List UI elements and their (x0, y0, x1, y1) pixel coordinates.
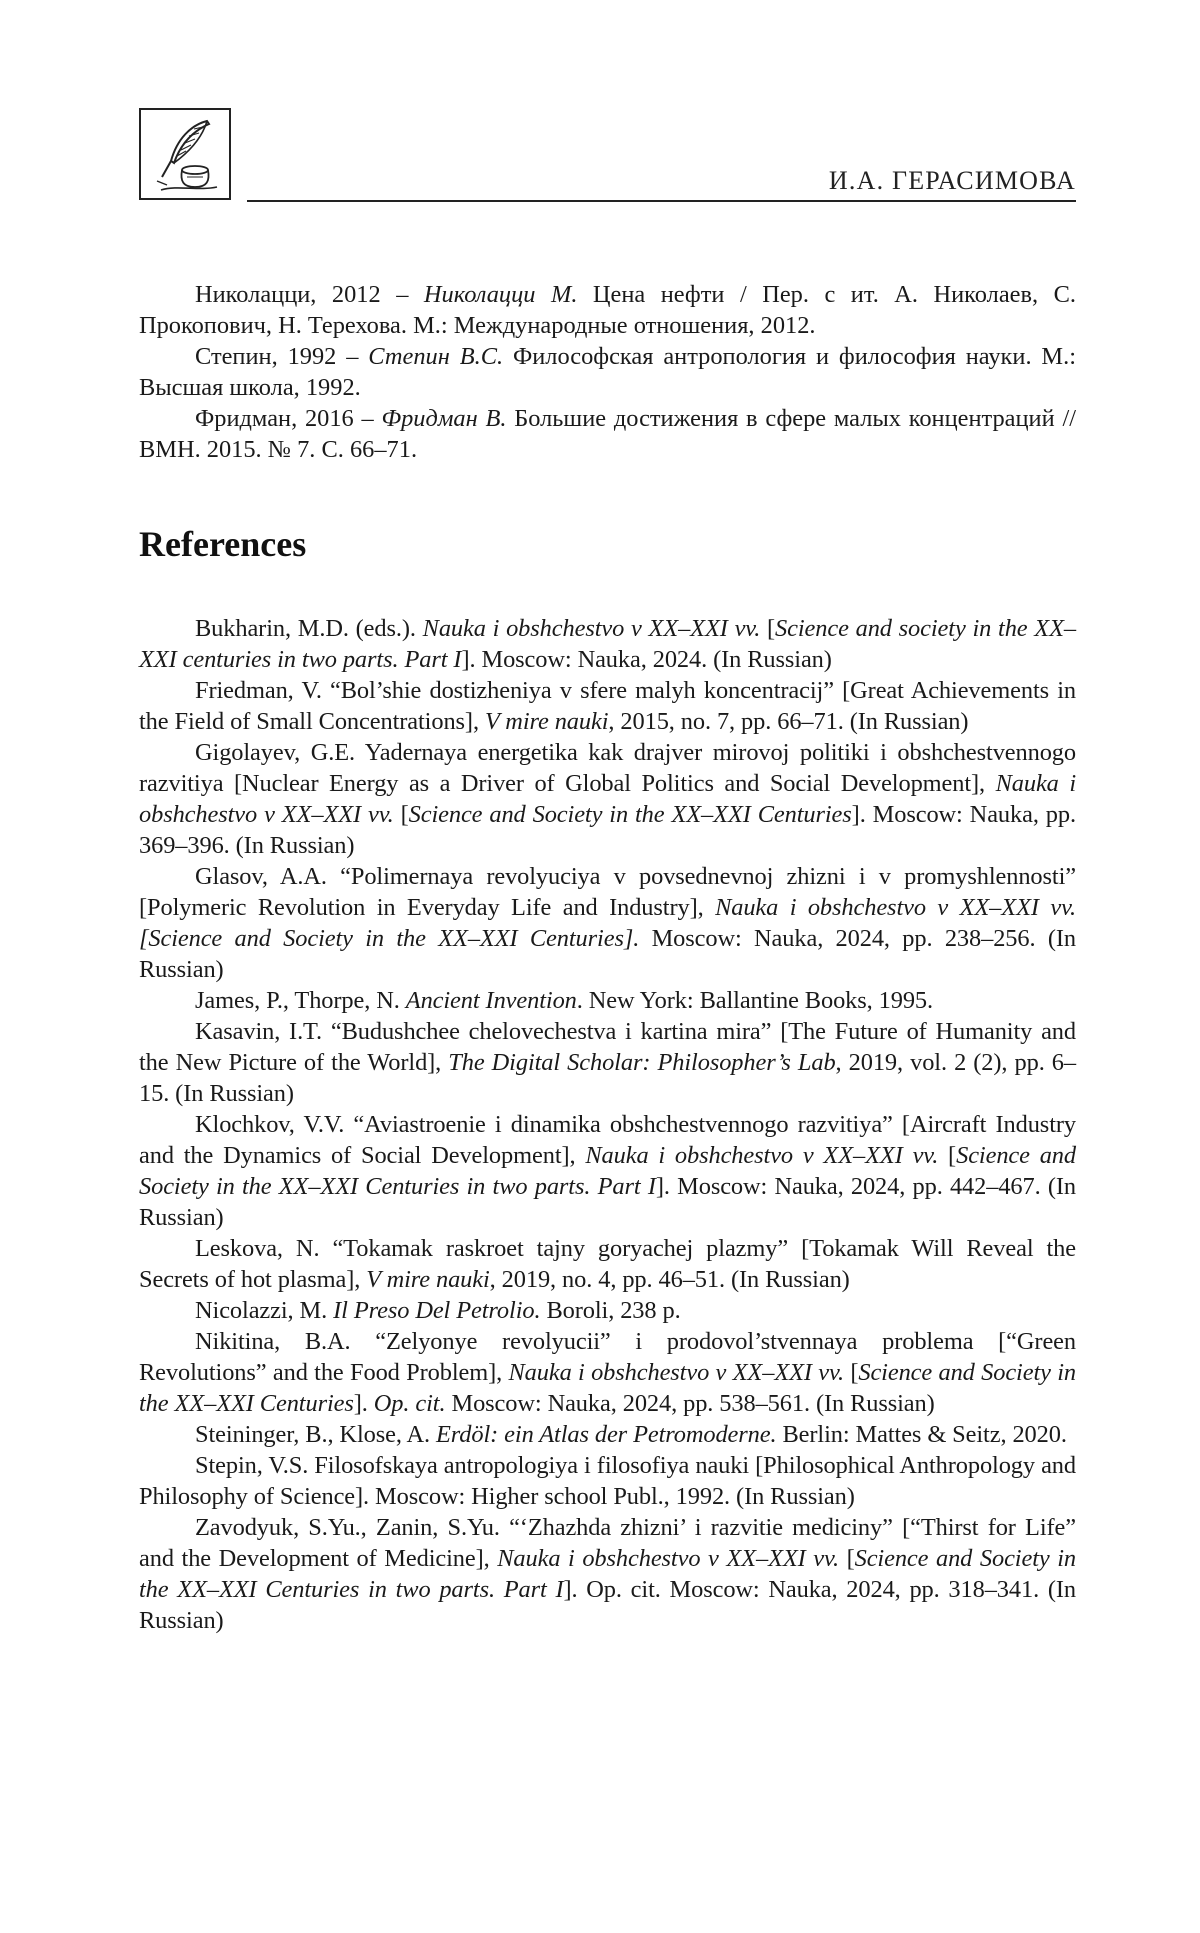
references-list (139, 613, 1076, 1636)
reference-italic-title: Science and Society in the XX–XXI Centuries in two parts. Part I (139, 1545, 1076, 1603)
reference-text: Большие достижения в сфере малых концентраций // ВМН. 2015. № 7. С. 66–71. (139, 405, 1076, 463)
reference-text: Leskova, N. “Tokamak raskroet tajny goryachej plazmy” [Tokamak Will Reveal the Secrets of hot plasma], (139, 1235, 1076, 1293)
reference-entry (139, 861, 1076, 985)
reference-italic-title: Nauka i obshchestvo v XX–XXI vv. (585, 1142, 939, 1169)
reference-text: Stepin, V.S. Filosofskaya antropologiya i filosofiya nauki [Philosophical Anthropology and Philosophy of Science]. Moscow: Higher school Publ., 1992. (In Russian) (139, 1452, 1076, 1510)
reference-italic-title: Science and Society in the XX–XXI Centuries (408, 801, 852, 828)
reference-text: Nicolazzi, M. (195, 1297, 334, 1324)
reference-text: Философская антропология и философия науки. М.: Высшая школа, 1992. (139, 343, 1076, 401)
quill-and-inkwell-icon (147, 115, 225, 195)
reference-italic-title: Фридман В. (381, 405, 507, 432)
reference-text: Степин, 1992 – (195, 343, 369, 370)
russian-reference-entry (139, 403, 1076, 465)
reference-text: Moscow: Nauka, 2024, pp. 538–561. (In Russian) (445, 1390, 935, 1417)
reference-text: Nikitina, B.A. “Zelyonye revolyucii” i prodovol’stvennaya problema [“Green Revolutions” and the Food Problem], (139, 1328, 1076, 1386)
reference-text: Gigolayev, G.E. Yadernaya energetika kak drajver mirovoj politiki i obshchestvennogo razvitiya [Nuclear Energy as a Driver of Global Politics and Social Development], (139, 739, 1076, 797)
reference-italic-title: V mire nauki (484, 708, 609, 735)
reference-entry (139, 1419, 1076, 1450)
reference-text: [ (760, 615, 776, 642)
reference-italic-title: Степин В.С. (368, 343, 504, 370)
reference-italic-title: Nauka i obshchestvo v XX–XXI vv. (139, 770, 1076, 828)
reference-text: ]. (353, 1390, 374, 1417)
reference-italic-title: Nauka i obshchestvo v XX–XXI vv. (508, 1359, 844, 1386)
reference-text: Николацци, 2012 – (195, 281, 424, 308)
reference-entry (139, 675, 1076, 737)
reference-italic-title: Erdöl: ein Atlas der Petromoderne. (436, 1421, 777, 1448)
reference-text: James, P., Thorpe, N. (195, 987, 406, 1014)
reference-entry (139, 1295, 1076, 1326)
running-header (139, 108, 1076, 202)
reference-entry (139, 1109, 1076, 1233)
reference-text: . New York: Ballantine Books, 1995. (576, 987, 934, 1014)
reference-italic-title: Op. cit. (373, 1390, 446, 1417)
russian-references-list (139, 279, 1076, 465)
russian-reference-entry (139, 279, 1076, 341)
reference-entry (139, 1326, 1076, 1419)
russian-reference-entry (139, 341, 1076, 403)
reference-text: Kasavin, I.T. “Budushchee chelovechestva i kartina mira” [The Future of Humanity and the New Picture of the World], (139, 1018, 1076, 1076)
reference-text: [ (938, 1142, 957, 1169)
reference-italic-title: Nauka i obshchestvo v XX–XXI vv. (497, 1545, 839, 1572)
reference-text: Steininger, B., Klose, A. (195, 1421, 436, 1448)
reference-italic-title: Science and society in the XX–XXI centuries in two parts. Part I (139, 615, 1076, 673)
reference-text: , 2019, vol. 2 (2), pp. 6–15. (In Russian) (139, 1049, 1076, 1107)
header-rule (247, 200, 1076, 202)
reference-text: Moscow: Nauka, 2024, pp. 238–256. (In Russian) (139, 925, 1076, 983)
reference-entry (139, 737, 1076, 861)
reference-text: Klochkov, V.V. “Aviastroenie i dinamika obshchestvennogo razvitiya” [Aircraft Industry and the Dynamics of Social Development], (139, 1111, 1076, 1169)
reference-text: ]. Moscow: Nauka, 2024, pp. 442–467. (In Russian) (139, 1173, 1076, 1231)
reference-text: ]. Op. cit. Moscow: Nauka, 2024, pp. 318–341. (In Russian) (139, 1576, 1076, 1634)
reference-entry (139, 1450, 1076, 1512)
reference-text: [ (843, 1359, 859, 1386)
reference-text: Friedman, V. “Bol’shie dostizheniya v sfere malyh koncentracij” [Great Achievements in the Field of Small Concentrations], (139, 677, 1076, 735)
reference-entry (139, 613, 1076, 675)
running-header-author: И.А. ГЕРАСИМОВА (828, 166, 1076, 195)
journal-logo (139, 108, 231, 200)
reference-italic-title: V mire nauki (366, 1266, 490, 1293)
reference-text: [ (838, 1545, 855, 1572)
references-heading: References (139, 524, 307, 564)
reference-entry (139, 1016, 1076, 1109)
reference-italic-title: Science and Society in the XX–XXI Centuries in two parts. Part I (139, 1142, 1076, 1200)
reference-entry (139, 1233, 1076, 1295)
reference-text: Glasov, A.A. “Polimernaya revolyuciya v povsednevnoj zhizni i v promyshlennosti” [Polymeric Revolution in Everyday Life and Industry], (139, 863, 1076, 921)
reference-italic-title: Николацци М. (423, 281, 578, 308)
reference-text: [ (393, 801, 409, 828)
reference-text: , 2015, no. 7, pp. 66–71. (In Russian) (608, 708, 969, 735)
reference-italic-title: Nauka i obshchestvo v XX–XXI vv. [Science and Society in the XX–XXI Centuries]. (139, 894, 1076, 952)
reference-text: Цена нефти / Пер. с ит. А. Николаев, С. Прокопович, Н. Терехова. М.: Международные отношения, 2012. (139, 281, 1076, 339)
reference-italic-title: Ancient Invention (405, 987, 577, 1014)
reference-entry (139, 985, 1076, 1016)
reference-italic-title: Science and Society in the XX–XXI Centuries (139, 1359, 1076, 1417)
reference-text: ]. Moscow: Nauka, pp. 369–396. (In Russian) (139, 801, 1076, 859)
reference-text: ]. Moscow: Nauka, 2024. (In Russian) (461, 646, 832, 673)
reference-italic-title: Il Preso Del Petrolio. (333, 1297, 541, 1324)
reference-text: , 2019, no. 4, pp. 46–51. (In Russian) (489, 1266, 850, 1293)
reference-entry (139, 1512, 1076, 1636)
reference-italic-title: The Digital Scholar: Philosopher’s Lab (448, 1049, 836, 1076)
reference-text: Boroli, 238 p. (540, 1297, 681, 1324)
reference-text: Zavodyuk, S.Yu., Zanin, S.Yu. “‘Zhazhda zhizni’ i razvitie mediciny” [“Thirst for Life” and the Development of Medicine], (139, 1514, 1076, 1572)
reference-italic-title: Nauka i obshchestvo v XX–XXI vv. (422, 615, 761, 642)
reference-text: Фридман, 2016 – (195, 405, 382, 432)
reference-text: Bukharin, M.D. (eds.). (195, 615, 423, 642)
reference-text: Berlin: Mattes & Seitz, 2020. (776, 1421, 1067, 1448)
